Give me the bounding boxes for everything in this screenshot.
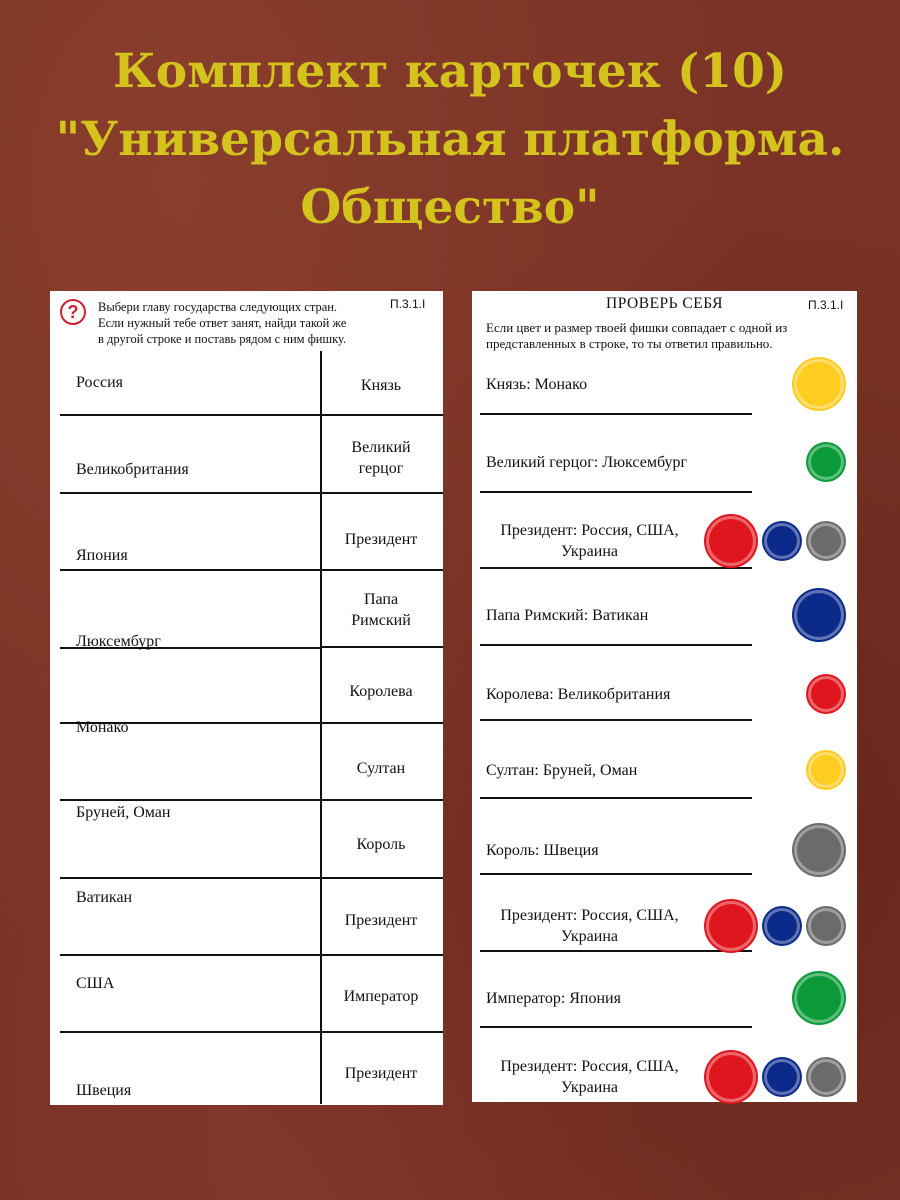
country-label: Монако — [76, 719, 129, 736]
ruler-option[interactable] — [322, 589, 440, 631]
card-code: П.3.1.I — [390, 297, 426, 311]
answer-text — [486, 840, 756, 861]
row-divider — [322, 492, 443, 494]
row-divider — [322, 414, 443, 416]
answer-text-line: Президент: Россия, США, — [500, 907, 679, 924]
row-divider — [322, 646, 443, 648]
row-divider — [60, 1031, 320, 1033]
chip-icon — [808, 752, 844, 788]
row-divider — [322, 569, 443, 571]
instruction-line: Если цвет и размер твоей фишки совпадает с одной из — [486, 320, 788, 335]
ruler-option[interactable] — [322, 1063, 440, 1084]
row-divider — [480, 567, 752, 569]
chip-icon — [764, 908, 800, 944]
card-code: П.3.1.I — [808, 298, 844, 312]
chip-icon — [808, 444, 844, 480]
ruler-option[interactable] — [322, 681, 440, 702]
ruler-option[interactable] — [322, 437, 440, 479]
ruler-option-text: Президент — [344, 531, 418, 548]
ruler-option-text: Королева — [349, 683, 413, 700]
ruler-option-text: Президент — [344, 912, 418, 929]
chip-icon — [808, 523, 844, 559]
instruction-line: в другой строке и поставь рядом с ним фишку. — [98, 332, 347, 346]
answer-text-line: Князь: Монако — [486, 375, 588, 393]
ruler-option-text: Султан — [356, 760, 406, 777]
country-label: Великобритания — [76, 461, 189, 478]
ruler-option-text: Великий — [351, 439, 411, 456]
chip-icon — [808, 908, 844, 944]
task-card — [50, 291, 443, 1105]
title-line-2: "Универсальная платформа. — [55, 112, 845, 167]
row-divider — [480, 644, 752, 646]
row-divider — [322, 722, 443, 724]
question-icon: ? — [60, 299, 86, 325]
answer-text-line: Папа Римский: Ватикан — [486, 606, 649, 624]
chip-icon — [706, 1052, 756, 1102]
instruction-line: Выбери главу государства следующих стран. — [98, 300, 338, 314]
answer-text-line: Король: Швеция — [486, 841, 599, 859]
answer-instruction — [486, 320, 836, 352]
row-divider — [60, 799, 320, 801]
title-line-3: Общество" — [300, 180, 600, 235]
row-divider — [480, 1026, 752, 1028]
ruler-option-text: Король — [356, 836, 406, 853]
answer-text — [486, 605, 756, 626]
answer-text-line: Украина — [560, 1079, 619, 1096]
answer-text — [486, 374, 756, 395]
instruction-line: Если нужный тебе ответ занят, найди такой же — [98, 316, 347, 330]
row-divider — [480, 797, 752, 799]
answer-text — [482, 905, 697, 947]
answer-text-line: Украина — [560, 543, 619, 560]
row-divider — [60, 877, 320, 879]
row-divider — [480, 719, 752, 721]
row-divider — [60, 414, 320, 416]
title-line-1: Комплект карточек (10) — [112, 44, 788, 99]
answer-text-line: Украина — [560, 928, 619, 945]
row-divider — [60, 569, 320, 571]
country-label: Ватикан — [76, 889, 133, 906]
chip-icon — [794, 973, 844, 1023]
ruler-option[interactable] — [322, 375, 440, 396]
row-divider — [480, 491, 752, 493]
instruction-line: представленных в строке, то ты ответил правильно. — [486, 336, 773, 351]
answer-text-line: Президент: Россия, США, — [500, 1058, 679, 1075]
chip-icon — [794, 359, 844, 409]
ruler-option-text: Император — [343, 988, 419, 1005]
row-divider — [480, 873, 752, 875]
ruler-option[interactable] — [322, 910, 440, 931]
answer-text — [486, 452, 756, 473]
row-divider — [60, 954, 320, 956]
row-divider — [322, 1031, 443, 1033]
chip-icon — [764, 1059, 800, 1095]
country-label: США — [76, 975, 115, 992]
country-label: Бруней, Оман — [76, 804, 171, 821]
chip-icon — [794, 825, 844, 875]
answer-text — [482, 1056, 697, 1098]
country-label: Люксембург — [76, 633, 161, 650]
ruler-option-text: герцог — [358, 460, 404, 477]
answer-text — [486, 684, 756, 705]
row-divider — [480, 950, 752, 952]
chip-icon — [794, 590, 844, 640]
ruler-option-text: Князь — [360, 377, 402, 394]
row-divider — [322, 799, 443, 801]
row-divider — [322, 877, 443, 879]
answer-text — [486, 760, 756, 781]
country-label: Швеция — [76, 1082, 132, 1099]
answer-text — [482, 520, 697, 562]
country-label: Япония — [76, 547, 128, 564]
answer-text — [486, 988, 756, 1009]
ruler-option-text: Римский — [351, 612, 411, 629]
page-title — [0, 38, 900, 242]
ruler-option[interactable] — [322, 758, 440, 779]
row-divider — [322, 954, 443, 956]
answer-text-line: Император: Япония — [486, 989, 621, 1007]
chip-icon — [764, 523, 800, 559]
ruler-option[interactable] — [322, 986, 440, 1007]
ruler-option[interactable] — [322, 834, 440, 855]
task-instruction — [98, 299, 398, 347]
ruler-option-text: Президент — [344, 1065, 418, 1082]
answer-text-line: Великий герцог: Люксембург — [486, 453, 688, 471]
row-divider — [60, 492, 320, 494]
chip-icon — [808, 1059, 844, 1095]
answer-card-heading: ПРОВЕРЬ СЕБЯ — [606, 295, 723, 312]
chip-icon — [808, 676, 844, 712]
answer-text-line: Президент: Россия, США, — [500, 522, 679, 539]
chip-icon — [706, 516, 756, 566]
ruler-option-text: Папа — [363, 591, 399, 608]
answer-text-line: Султан: Бруней, Оман — [486, 761, 638, 779]
answer-card — [472, 291, 857, 1102]
chip-icon — [706, 901, 756, 951]
ruler-option[interactable] — [322, 529, 440, 550]
row-divider — [480, 413, 752, 415]
answer-text-line: Королева: Великобритания — [486, 685, 671, 703]
country-label: Россия — [76, 374, 124, 391]
